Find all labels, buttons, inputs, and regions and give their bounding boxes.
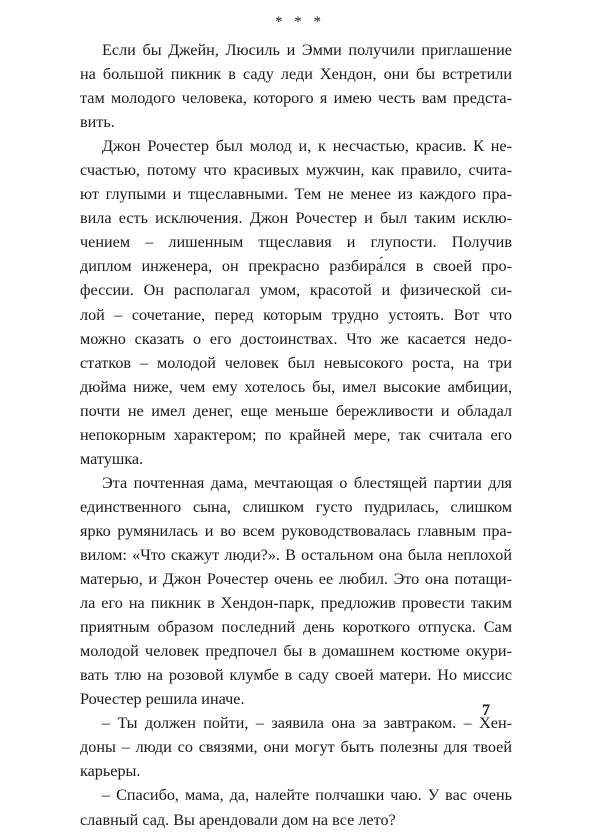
text-line: чением – лишенным тщеславия и глупости. Получив xyxy=(80,233,512,252)
text-line: статков – молодой человек был невысокого роста, на три xyxy=(80,353,512,372)
text-line: единственного сына, слишком густо пудрилась, слишком xyxy=(80,497,512,516)
text-line: можно сказать о его достоинствах. Что же касается недо- xyxy=(80,329,512,348)
text-line: непокорным характером; по крайней мере, так считала его xyxy=(80,425,512,444)
text-line: диплом инженера, он прекрасно разбира́лся в своей про- xyxy=(80,257,512,276)
text-line: вать тлю на розовой клумбе в саду своей матери. Но миссис xyxy=(80,666,512,685)
text-line: на большой пикник в саду леди Хендон, они бы встретили xyxy=(80,65,512,84)
text-line: лой – сочетание, перед которым трудно устоять. Вот что xyxy=(80,305,512,324)
text-line: Если бы Джейн, Люсиль и Эмми получили приглашение xyxy=(102,41,512,59)
text-line: почти не имел денег, еще меньше бережливости и обладал xyxy=(80,401,512,420)
text-line: счастью, потому что красивых мужчин, как правило, счита- xyxy=(80,161,512,180)
text-line: – Ты должен пойти, – заявила она за завтраком. – Хен- xyxy=(102,714,512,733)
paragraph xyxy=(80,471,512,711)
text-line: Рочестер решила иначе. xyxy=(80,690,245,709)
page-number: 7 xyxy=(482,702,490,719)
text-line: приятным образом последний день короткого отпуска. Сам xyxy=(80,618,512,637)
text-line: вилом: «Что скажут люди?». В остальном она была неплохой xyxy=(80,545,512,564)
text-line: ла его на пикник в Хендон-парк, предложив провести таким xyxy=(80,594,512,613)
text-line: матушка. xyxy=(80,449,144,468)
paragraph xyxy=(80,38,512,134)
text-line: фессии. Он располагал умом, красотой и физической си- xyxy=(80,281,512,300)
text-line: вила есть исключения. Джон Рочестер и был таким исклю- xyxy=(80,209,512,228)
text-line: матерью, и Джон Рочестер очень ее любил. Это она потащи- xyxy=(80,570,512,589)
body-text xyxy=(80,38,512,832)
section-separator: * * * xyxy=(275,14,325,30)
text-line: Джон Рочестер был молод и, к несчастью, красив. К не- xyxy=(102,137,512,156)
text-line: молодой человек предпочел бы в домашнем костюме окури- xyxy=(80,642,512,661)
text-line: вить. xyxy=(80,113,115,132)
text-line: ярко румянилась и во всем руководствовалась главным пра- xyxy=(80,521,512,540)
text-line: дюйма ниже, чем ему хотелось бы, имел высокие амбиции, xyxy=(80,377,512,396)
text-line: ют глупыми и тщеславными. Тем не менее из каждого пра- xyxy=(80,185,512,204)
text-line: Эта почтенная дама, мечтающая о блестящей партии для xyxy=(102,473,512,492)
paragraph xyxy=(80,711,512,783)
text-line: там молодого человека, которого я имею честь вам предста- xyxy=(80,89,512,108)
text-line: доны – люди со связями, они могут быть полезны для твоей xyxy=(80,738,512,757)
text-line: – Спасибо, мама, да, налейте полчашки чаю. У вас очень xyxy=(102,786,512,805)
paragraph xyxy=(80,783,512,831)
text-line: славный сад. Вы арендовали дом на все лето? xyxy=(80,810,396,829)
text-line: карьеры. xyxy=(80,762,141,781)
paragraph xyxy=(80,134,512,471)
